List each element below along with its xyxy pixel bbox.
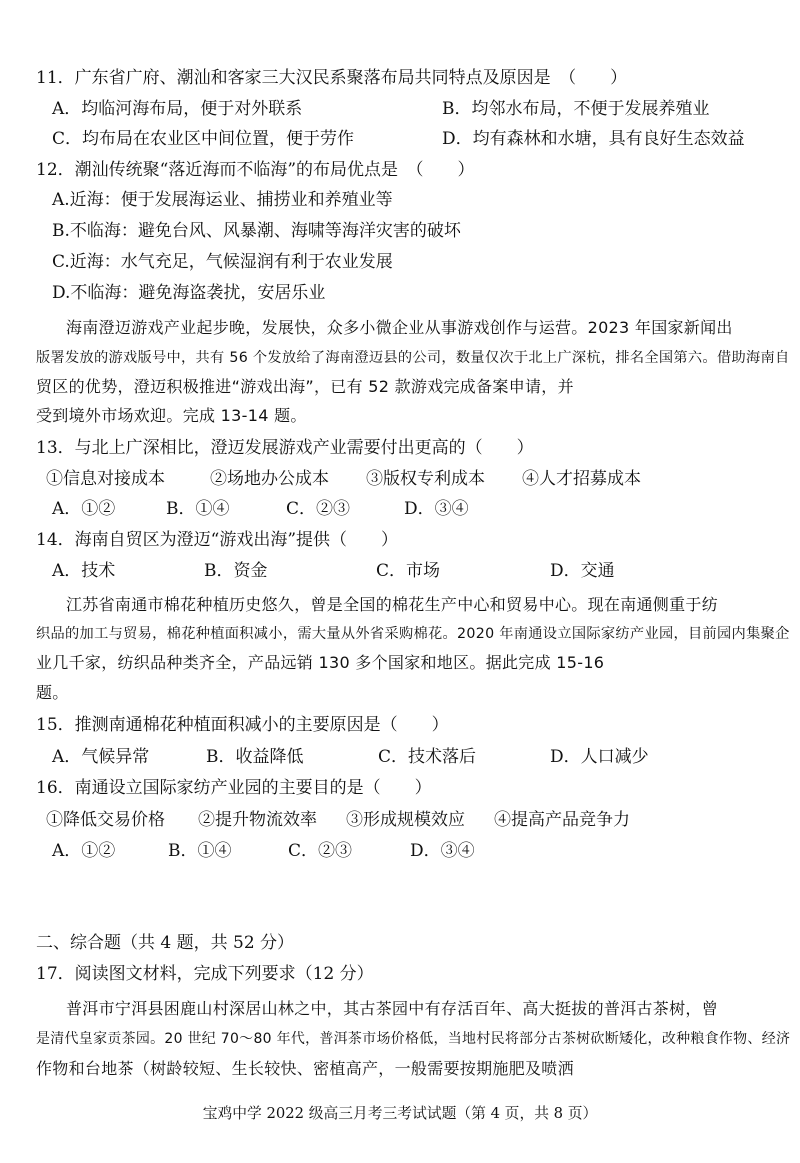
q13-option-d: D．③④ bbox=[404, 499, 469, 519]
q16-item-4: ④提高产品竞争力 bbox=[494, 810, 630, 830]
q16-item-3: ③形成规模效应 bbox=[346, 810, 465, 830]
q15-option-c: C．技术落后 bbox=[378, 747, 477, 767]
q17-material-line2: 是清代皇家贡茶园。20 世纪 70～80 年代，普洱茶市场价格低，当地村民将部分古茶树砍断矮化，改种粮食作物、经济 bbox=[36, 1031, 791, 1047]
q15-option-b: B．收益降低 bbox=[206, 747, 304, 767]
q16-item-1: ①降低交易价格 bbox=[46, 810, 165, 830]
q14-option-d: D．交通 bbox=[550, 561, 615, 581]
q16-option-d: D．③④ bbox=[410, 841, 475, 861]
q12-option-a: A.近海：便于发展海运业、捕捞业和养殖业等 bbox=[52, 190, 393, 210]
q11-option-b: B．均邻水布局，不便于发展养殖业 bbox=[442, 99, 710, 119]
page-footer: 宝鸡中学 2022 级高三月考三考试试题（第 4 页，共 8 页） bbox=[202, 1105, 598, 1122]
q12-option-c: C.近海：水气充足，气候湿润有利于农业发展 bbox=[52, 252, 393, 272]
q15-stem: 15．推测南通棉花种植面积减小的主要原因是（ ） bbox=[36, 715, 449, 735]
q13-option-a: A．①② bbox=[52, 499, 116, 519]
section2-title: 二、综合题（共 4 题，共 52 分） bbox=[36, 933, 295, 953]
q13-item-3: ③版权专利成本 bbox=[366, 469, 485, 489]
passage2-line1: 江苏省南通市棉花种植历史悠久，曾是全国的棉花生产中心和贸易中心。现在南通侧重于纺 bbox=[66, 595, 719, 614]
passage2-line2: 织品的加工与贸易，棉花种植面积减小，需大量从外省采购棉花。2020 年南通设立国际家纺产业园，目前园内集聚企 bbox=[36, 626, 790, 642]
q11-option-a: A．均临河海布局，便于对外联系 bbox=[52, 99, 303, 119]
q13-stem: 13．与北上广深相比，澄迈发展游戏产业需要付出更高的（ ） bbox=[36, 438, 534, 458]
q11-stem: 11．广东省广府、潮汕和客家三大汉民系聚落布局共同特点及原因是 （ ） bbox=[36, 68, 628, 88]
q13-option-b: B．①④ bbox=[166, 499, 230, 519]
passage1-line1: 海南澄迈游戏产业起步晚，发展快，众多小微企业从事游戏创作与运营。2023 年国家新闻出 bbox=[66, 318, 733, 337]
q13-option-c: C．②③ bbox=[286, 499, 351, 519]
q13-item-4: ④人才招募成本 bbox=[522, 469, 641, 489]
q16-item-2: ②提升物流效率 bbox=[198, 810, 317, 830]
q15-option-a: A．气候异常 bbox=[52, 747, 150, 767]
passage1-line4: 受到境外市场欢迎。完成 13-14 题。 bbox=[36, 406, 307, 425]
q16-option-c: C．②③ bbox=[288, 841, 353, 861]
passage2-line4: 题。 bbox=[36, 683, 69, 702]
q16-option-b: B．①④ bbox=[168, 841, 232, 861]
q14-stem: 14．海南自贸区为澄迈“游戏出海”提供（ ） bbox=[36, 530, 399, 550]
q11-option-d: D．均有森林和水塘，具有良好生态效益 bbox=[442, 129, 745, 149]
q12-option-d: D.不临海：避免海盗袭扰，安居乐业 bbox=[52, 283, 326, 303]
q13-item-1: ①信息对接成本 bbox=[46, 469, 165, 489]
passage2-line3: 业几千家，纺织品种类齐全，产品远销 130 多个国家和地区。据此完成 15-16 bbox=[36, 653, 605, 672]
q12-stem: 12．潮汕传统聚“落近海而不临海”的布局优点是 （ ） bbox=[36, 160, 475, 180]
q17-stem: 17．阅读图文材料，完成下列要求（12 分） bbox=[36, 964, 374, 984]
q17-material-line3: 作物和台地茶（树龄较短、生长较快、密植高产，一般需要按期施肥及喷洒 bbox=[36, 1059, 574, 1078]
q15-option-d: D．人口减少 bbox=[550, 747, 649, 767]
q14-option-a: A．技术 bbox=[52, 561, 116, 581]
passage1-line3: 贸区的优势，澄迈积极推进“游戏出海”，已有 52 款游戏完成备案申请，并 bbox=[36, 377, 574, 396]
passage1-line2: 版署发放的游戏版号中，共有 56 个发放给了海南澄迈县的公司，数量仅次于北上广深杭，排名全国第六。借助海南自 bbox=[36, 350, 790, 366]
q12-option-b: B.不临海：避免台风、风暴潮、海啸等海洋灾害的破坏 bbox=[52, 221, 461, 241]
q13-item-2: ②场地办公成本 bbox=[210, 469, 329, 489]
q14-option-c: C．市场 bbox=[376, 561, 441, 581]
q16-stem: 16．南通设立国际家纺产业园的主要目的是（ ） bbox=[36, 778, 432, 798]
q11-option-c: C．均布局在农业区中间位置，便于劳作 bbox=[52, 129, 355, 149]
q14-option-b: B．资金 bbox=[204, 561, 268, 581]
q16-option-a: A．①② bbox=[52, 841, 116, 861]
q17-material-line1: 普洱市宁洱县困鹿山村深居山林之中，其古茶园中有存活百年、高大挺拔的普洱古茶树，曾 bbox=[66, 999, 719, 1018]
